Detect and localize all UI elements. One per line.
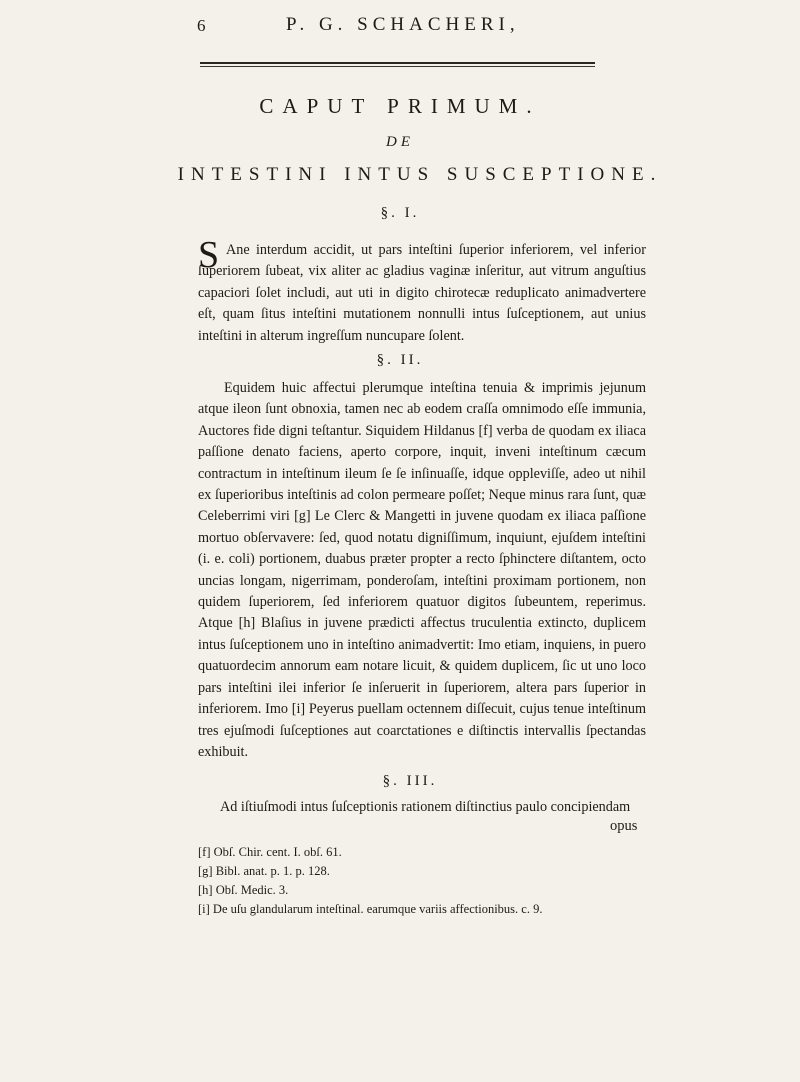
running-header [0, 10, 800, 36]
catchword: opus [610, 818, 638, 834]
footnote-i: [i] De uſu glandularum inteſtinal. earumque variis affectionibus. c. 9. [198, 902, 543, 916]
footnote-h: [h] Obſ. Medic. 3. [198, 883, 289, 897]
header-rule [200, 62, 595, 64]
section-1-text: Ane interdum accidit, ut pars inteſtini ſuperior inferiorem, vel inferior ſuperiorem ſubeat, vix aliter ac gladius vaginæ inſeritur, aut vitrum anguſtius capaciori ſolet includi, aut uti in digito chirotecæ reduplicato animadvertere eſt, quam ſitus inteſtini mutationem nonnulli intus ſuſceptionem, aut unius inteſtini in alterum ingreſſum nuncupare ſolent. [198, 242, 646, 344]
footnote-g: [g] Bibl. anat. p. 1. p. 128. [198, 864, 330, 878]
footnotes [198, 843, 542, 919]
drop-cap: S [198, 234, 220, 276]
chapter-preposition: DE [386, 134, 414, 150]
section-2-text: Equidem huic affectui plerumque inteſtina tenuia & imprimis jejunum atque ileon ſunt obnoxia, tamen nec ab eodem craſſa omnimodo eſſe immunia, Auctores fide digni teſtantur. Siquidem Hildanus [f] verba de quodam ex iliaca paſſione denato faciens, aperto corpore, inquit, inveni inteſtinum cæcum contractum in inteſtinum ileum ſe ſe inſinuaſſe, idque oppleviſſe, adeo ut nihil ex ſuperioribus inteſtinis ad colon permeare poſſet; Neque minus rara ſunt, quæ Celeberrimi viri [g] Le Clerc & Mangetti in juvene quodam ex iliaca paſſione mortuo obſervavere: ſed, quod notatu digniſſimum, inquiunt, ejuſdem inteſtini (i. e. coli) portionem, duabus præter propter a recto ſphinctere diſtantem, octo uncias longam, nigerrimam, ponderoſam, inteſtini proximam portionem, non quidem ſuperiorem, ſed inferiorem quatuor digitos ſubeuntem, reperimus. Atque [h] Blaſius in juvene prædicti affectus truculentia extincto, duplicem intus ſuſceptionem uno in inteſtino animadvertit: Imo etiam, inquiens, in puero quatuordecim annorum eam notare licuit, & quidem duplicem, ſic ut uno loco pars inteſtini ilei inferior ſe inſeruerit in ſuperiorem, altera pars ſuperior in inferiorem. Imo [i] Peyerus puellam octennem diſſecuit, cujus tenue inteſtinum tres ejuſmodi ſuſceptiones aut coarctationes e diſtinctis intervallis ſpectandas exhibuit. [198, 380, 646, 760]
running-title: P. G. SCHACHERI, [286, 14, 520, 35]
chapter-title: INTESTINI INTUS SUSCEPTIONE. [177, 164, 663, 185]
page-number: 6 [197, 16, 206, 35]
chapter-heading: CAPUT PRIMUM. [259, 94, 541, 118]
section-mark-3: §. III. [382, 773, 438, 789]
section-3-text: Ad iſtiuſmodi intus ſuſceptionis rationem diſtinctius paulo concipiendam [220, 799, 631, 815]
section-mark-2: §. II. [376, 352, 424, 368]
header-rule-thin [200, 66, 595, 67]
footnote-f: [f] Obſ. Chir. cent. I. obſ. 61. [198, 845, 342, 859]
section-mark-1: §. I. [380, 205, 420, 221]
